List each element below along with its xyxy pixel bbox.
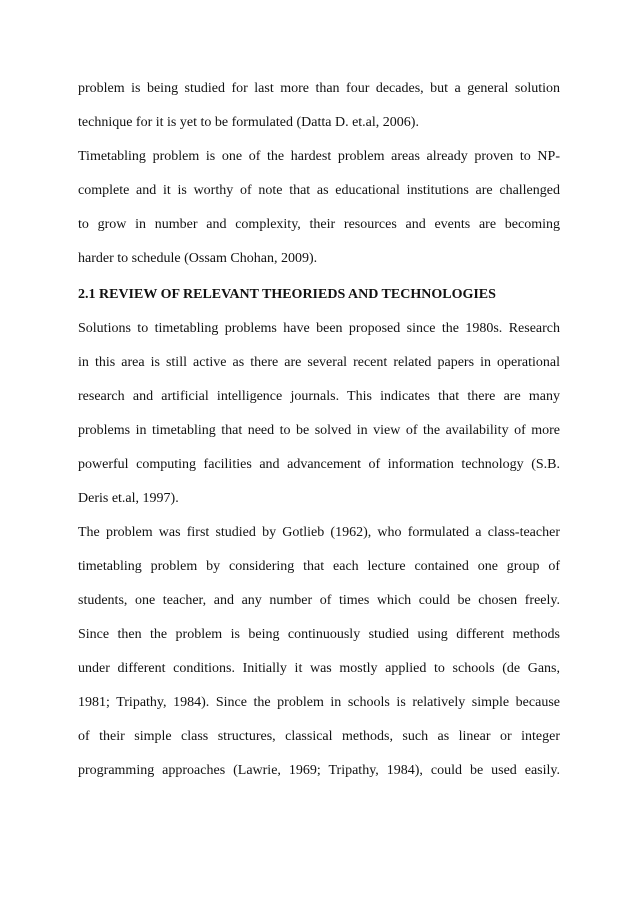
text-line: research and artificial intelligence journals. This indicates that there are many <box>78 389 560 404</box>
text-line: in this area is still active as there are several recent related papers in operational <box>78 355 560 370</box>
text-line: complete and it is worthy of note that as educational institutions are challenged <box>78 183 560 198</box>
text-line: technique for it is yet to be formulated (Datta D. et.al, 2006). <box>78 115 419 130</box>
text-line: programming approaches (Lawrie, 1969; Tripathy, 1984), could be used easily. <box>78 763 560 778</box>
text-line: 1981; Tripathy, 1984). Since the problem in schools is relatively simple because <box>78 695 560 710</box>
text-line: Since then the problem is being continuously studied using different methods <box>78 627 560 642</box>
text-line: under different conditions. Initially it was mostly applied to schools (de Gans, <box>78 661 560 676</box>
paragraph-gotlieb-1962 <box>78 516 560 788</box>
page-content <box>78 72 560 788</box>
text-line: students, one teacher, and any number of times which could be chosen freely. <box>78 593 560 608</box>
paragraph-timetabling-np-complete <box>78 140 560 276</box>
paragraph-intro-continuation <box>78 72 560 140</box>
text-line: Deris et.al, 1997). <box>78 491 179 506</box>
paragraph-solutions-since-1980s <box>78 312 560 516</box>
text-line: powerful computing facilities and advancement of information technology (S.B. <box>78 457 560 472</box>
text-line: of their simple class structures, classical methods, such as linear or integer <box>78 729 560 744</box>
text-line: timetabling problem by considering that each lecture contained one group of <box>78 559 560 574</box>
text-line: Timetabling problem is one of the hardest problem areas already proven to NP- <box>78 149 560 164</box>
text-line: Solutions to timetabling problems have been proposed since the 1980s. Research <box>78 321 560 336</box>
text-line: to grow in number and complexity, their resources and events are becoming <box>78 217 560 232</box>
section-heading: 2.1 REVIEW OF RELEVANT THEORIEDS AND TECHNOLOGIES <box>78 287 496 302</box>
text-line: harder to schedule (Ossam Chohan, 2009). <box>78 251 318 266</box>
text-line: The problem was first studied by Gotlieb (1962), who formulated a class-teacher <box>78 525 560 540</box>
text-line: problems in timetabling that need to be solved in view of the availability of more <box>78 423 560 438</box>
text-line: problem is being studied for last more than four decades, but a general solution <box>78 81 560 96</box>
